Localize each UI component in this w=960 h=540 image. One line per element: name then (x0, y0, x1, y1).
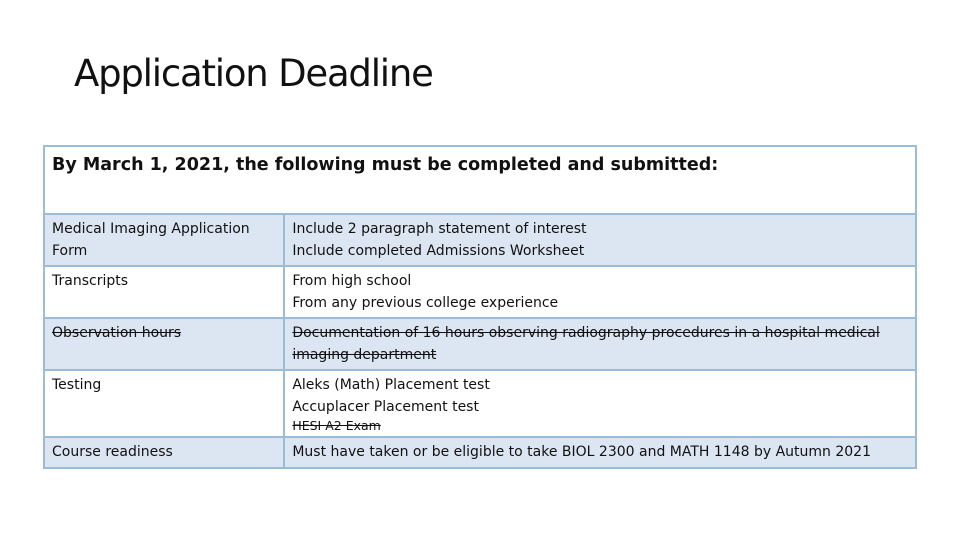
requirement-details (284, 437, 916, 468)
detail-line: Aleks (Math) Placement test (292, 377, 490, 393)
detail-line: From any previous college experience (292, 294, 559, 311)
detail-line: Accuplacer Placement test (292, 398, 479, 415)
requirement-details (284, 370, 916, 437)
table-row (44, 370, 916, 437)
requirement-label: Testing (44, 370, 284, 437)
requirement-details (284, 266, 916, 318)
detail-line: Include 2 paragraph statement of interest (292, 221, 587, 237)
table-header: By March 1, 2021, the following must be completed and submitted: (44, 146, 916, 214)
requirement-label: Observation hours (44, 318, 284, 370)
table-header-row (44, 146, 916, 214)
requirements-table (43, 145, 917, 469)
detail-line: Documentation of 16 hours observing radiography procedures in a hospital medical imaging department (292, 325, 880, 363)
requirement-details (284, 318, 916, 370)
detail-line: Must have taken or be eligible to take BIOL 2300 and MATH 1148 by Autumn 2021 (292, 444, 871, 460)
requirement-label: Medical Imaging Application Form (44, 214, 284, 266)
table-row (44, 214, 916, 266)
requirement-label: Transcripts (44, 266, 284, 318)
detail-line: Include completed Admissions Worksheet (292, 242, 585, 259)
detail-line: HESI A2 Exam (292, 418, 381, 433)
requirement-details (284, 214, 916, 266)
table-row (44, 437, 916, 468)
table-row (44, 266, 916, 318)
table-row (44, 318, 916, 370)
requirement-label: Course readiness (44, 437, 284, 468)
page-title: Application Deadline (74, 52, 433, 95)
detail-line: From high school (292, 273, 412, 289)
